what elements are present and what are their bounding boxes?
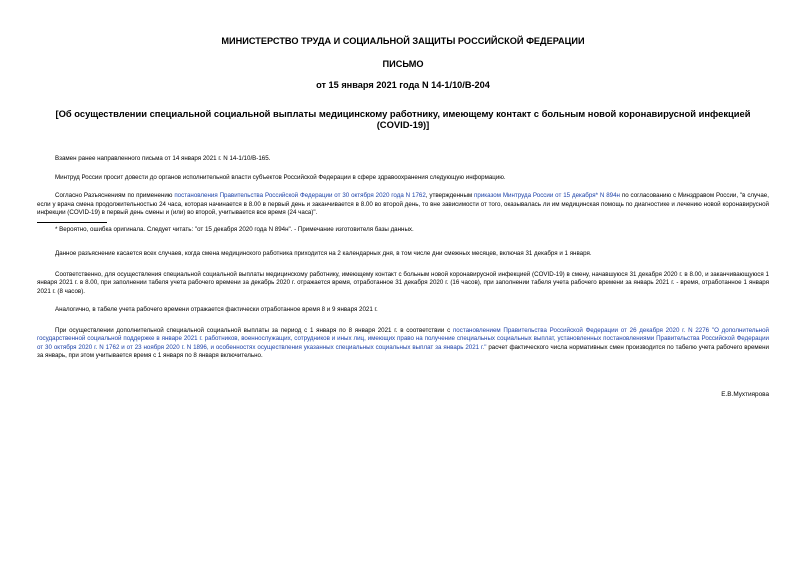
paragraph-3-text-a: Согласно Разъяснениям по применению — [55, 192, 175, 199]
paragraph-3 — [37, 192, 769, 218]
paragraph-1: Взамен ранее направленного письма от 14 января 2021 г. N 14-1/10/В-165. — [55, 155, 271, 162]
document-type: ПИСЬМО — [382, 59, 424, 69]
ministry-title: МИНИСТЕРСТВО ТРУДА И СОЦИАЛЬНОЙ ЗАЩИТЫ РОССИЙСКОЙ ФЕДЕРАЦИИ — [221, 36, 585, 46]
link-government-decree-1762[interactable]: постановления Правительства Российской Федерации от 30 октября 2020 года N 1762 — [174, 192, 426, 199]
document-date-number: от 15 января 2021 года N 14-1/10/В-204 — [316, 80, 490, 90]
paragraph-7 — [37, 327, 769, 361]
footnote: * Вероятно, ошибка оригинала. Следует читать: "от 15 декабря 2020 года N 894н". - Примечание изготовителя базы данных. — [55, 225, 414, 233]
paragraph-7-text-a: При осуществлении дополнительной специальной социальной выплаты за период с 1 января по 8 января 2021 г. в соответствии с — [55, 326, 453, 334]
signature: Е.В.Мухтиярова — [721, 390, 769, 398]
paragraph-2: Минтруд России просит довести до органов исполнительной власти субъектов Российской Федерации в сфере здравоохранения следующую информацию. — [55, 173, 506, 181]
document-subject: [Об осуществлении специальной социальной выплаты медицинскому работнику, имеющему контакт с больным новой коронавирусной инфекцией (COVID-19)] — [55, 108, 751, 130]
paragraph-3-text-b: , утвержденным — [425, 192, 475, 199]
paragraph-5: Соответственно, для осуществления специальной социальной выплаты медицинскому работнику, имеющему контакт с больным новой коронавирусной инфекцией (COVID-19) в смену, начавшуюся 31 декабря 2020 г. в 8.00, и заканчивающуюся 1 января 2021 г. в 8.00, при заполнении табеля учета рабочего времени за декабрь 2020 г. отражается время, отработанное 31 декабря 2020 г. (16 часов), при заполнении табеля учета рабочего времени за январь 2021 г. - время, отработанное 1 января 2021 г. (8 часов). — [37, 270, 769, 295]
paragraph-6: Аналогично, в табеле учета рабочего времени отражается фактически отработанное время 8 и 9 января 2021 г. — [55, 306, 378, 313]
paragraph-3-text-c: по согласованию с Минздравом России, "в случае, если у врача смена продолжительностью 24 часа, которая начинается в 8.00 в первый день и заканчивается в 8.00 во второй день, то вне зависимости от того, оказывалась ли им медицинская помощь по диагностике и лечению новой коронавирусной инфекции (COVID-19) в первый день смены и (или) во второй, учитывается все время (24 часа)". — [37, 192, 769, 216]
footnote-divider — [37, 222, 107, 223]
link-mintrud-order-894n[interactable]: приказом Минтруда России от 15 декабря* N 894н — [474, 192, 620, 199]
paragraph-7-text-b: расчет фактического числа нормативных смен производится по табелю учета рабочего времени за январь, при этом учитывается время с 1 января по 8 января включительно. — [37, 343, 769, 359]
link-government-decree-2276[interactable]: постановлением Правительства Российской Федерации от 26 декабря 2020 г. N 2276 "О дополнительной государственной социальной поддержке в январе 2021 г. работников, военнослужащих, сотрудников и иных лиц, имеющих право на получение специальных социальных выплат, установленных постановлениями Правительства Российской Федерации от 30 октября 2020 г. N 1762 и от 23 ноября 2020 г. N 1896, и особенностях осуществления указанных специальных социальных выплат за январь 2021 г." — [37, 326, 769, 351]
paragraph-4: Данное разъяснение касается всех случаев, когда смена медицинского работника приходится на 2 календарных дня, в том числе дни смежных месяцев, включая 31 декабря и 1 января. — [55, 250, 592, 257]
